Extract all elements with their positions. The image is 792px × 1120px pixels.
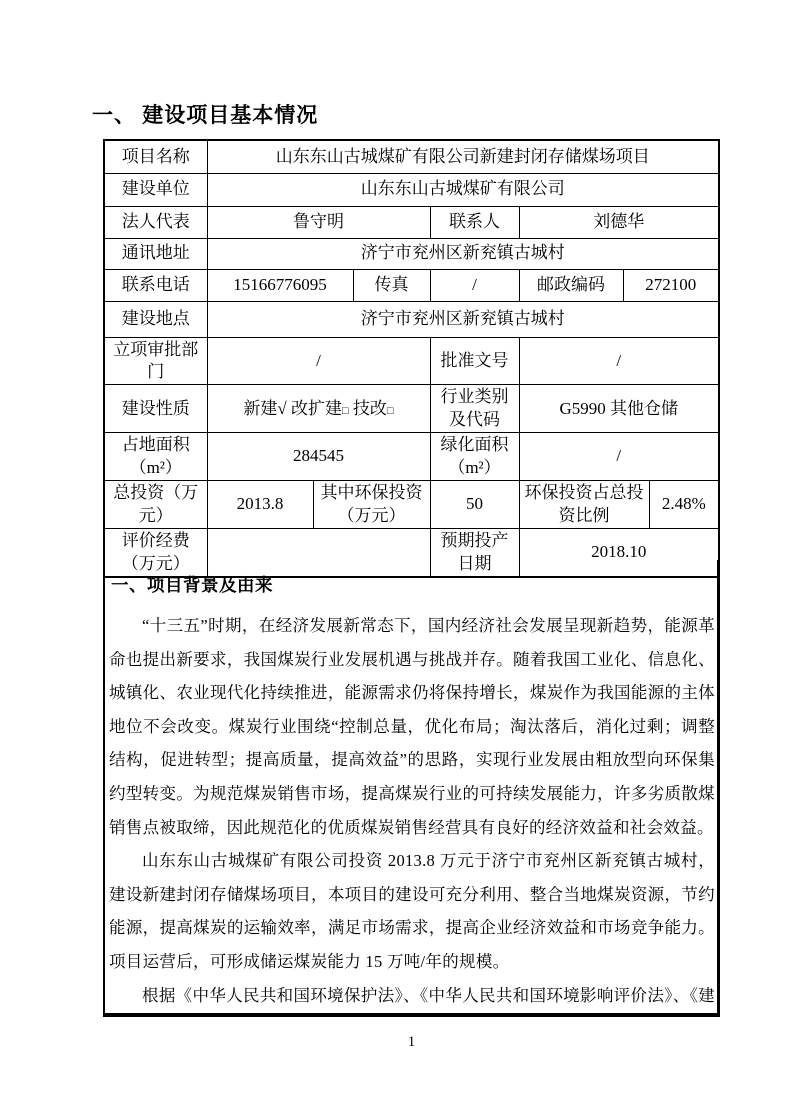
table-row [104, 337, 719, 385]
approval-doc-value: / [519, 337, 719, 385]
site-value: 济宁市兖州区新兖镇古城村 [207, 301, 719, 337]
contact-label: 联系人 [430, 206, 519, 238]
env-investment-label: 其中环保投资（万元） [313, 481, 430, 529]
investment-value: 2013.8 [207, 481, 313, 529]
basic-info-table [103, 139, 720, 578]
production-date-value: 2018.10 [519, 529, 719, 577]
contact-value: 刘德华 [519, 206, 719, 238]
fax-value: / [430, 269, 519, 301]
builder-label: 建设单位 [104, 173, 207, 206]
phone-label: 联系电话 [104, 269, 207, 301]
project-background-section [103, 560, 720, 1017]
approval-dept-value: / [207, 337, 430, 385]
env-investment-value: 50 [430, 481, 519, 529]
green-label: 绿化面积（m²） [430, 433, 519, 481]
table-row [104, 206, 719, 238]
industry-label: 行业类别及代码 [430, 385, 519, 433]
checkbox-icon: □ [342, 404, 349, 417]
project-name-label: 项目名称 [104, 140, 207, 173]
area-label: 占地面积（m²） [104, 433, 207, 481]
table-row [104, 238, 719, 269]
postcode-label: 邮政编码 [519, 269, 623, 301]
site-label: 建设地点 [104, 301, 207, 337]
project-name-value: 山东东山古城煤矿有限公司新建封闭存储煤场项目 [207, 140, 719, 173]
env-ratio-value: 2.48% [649, 481, 719, 529]
page-title: 一、 建设项目基本情况 [92, 103, 319, 127]
legal-rep-label: 法人代表 [104, 206, 207, 238]
industry-value: G5990 其他仓储 [519, 385, 719, 433]
env-ratio-label: 环保投资占总投资比例 [519, 481, 649, 529]
nature-tech: 技改 [352, 398, 387, 418]
legal-rep-value: 鲁守明 [207, 206, 430, 238]
builder-value: 山东东山古城煤矿有限公司 [207, 173, 719, 206]
area-value: 284545 [207, 433, 430, 481]
nature-expand: 改扩建 [291, 398, 343, 418]
approval-dept-label: 立项审批部门 [104, 337, 207, 385]
phone-value: 15166776095 [207, 269, 353, 301]
table-row [104, 301, 719, 337]
background-paragraph-2: 山东东山古城煤矿有限公司投资 2013.8 万元于济宁市兖州区新兖镇古城村，建设新建封闭存储煤场项目，本项目的建设可充分利用、整合当地煤炭资源，节约能源，提高煤炭的运输效率，满足市场需求，提高企业经济效益和市场竞争能力。项目运营后，可形成储运煤炭能力 15 万吨/年的规模。 [109, 851, 715, 971]
table-row [104, 481, 719, 529]
background-paragraph-3: 根据《中华人民共和国环境保护法》、《中华人民共和国环境影响评价法》、《建 [142, 985, 715, 1005]
nature-new-checked: 新建√ [243, 398, 287, 418]
address-label: 通讯地址 [104, 238, 207, 269]
production-date-label: 预期投产日期 [430, 529, 519, 577]
postcode-value: 272100 [623, 269, 719, 301]
fax-label: 传真 [353, 269, 430, 301]
table-row [104, 140, 719, 173]
nature-value [207, 385, 430, 433]
page-number: 1 [407, 1034, 416, 1050]
table-row [104, 173, 719, 206]
table-row [104, 385, 719, 433]
approval-doc-label: 批准文号 [430, 337, 519, 385]
checkbox-icon: □ [386, 404, 394, 417]
background-paragraph-1: “十三五”时期，在经济发展新常态下，国内经济社会发展呈现新趋势，能源革命也提出新要求，我国煤炭行业发展机遇与挑战并存。随着我国工业化、信息化、城镇化、农业现代化持续推进，能源需求仍将保持增长，煤炭作为我国能源的主体地位不会改变。煤炭行业围绕“控制总量，优化布局；淘汰落后，消化过剩；调整结构，促进转型；提高质量，提高效益”的思路，实现行业发展由粗放型向环保集约型转变。为规范煤炭销售市场，提高煤炭行业的可持续发展能力，许多劣质散煤销售点被取缔，因此规范化的优质煤炭销售经营具有良好的经济效益和社会效益。 [109, 616, 715, 837]
investment-label: 总投资（万元） [104, 481, 207, 529]
nature-label: 建设性质 [104, 385, 207, 433]
table-row [104, 433, 719, 481]
green-value: / [519, 433, 719, 481]
table-row [104, 269, 719, 301]
eval-fee-label: 评价经费（万元） [104, 529, 207, 577]
section-heading: 一、项目背景及由来 [111, 575, 273, 595]
address-value: 济宁市兖州区新兖镇古城村 [207, 238, 719, 269]
